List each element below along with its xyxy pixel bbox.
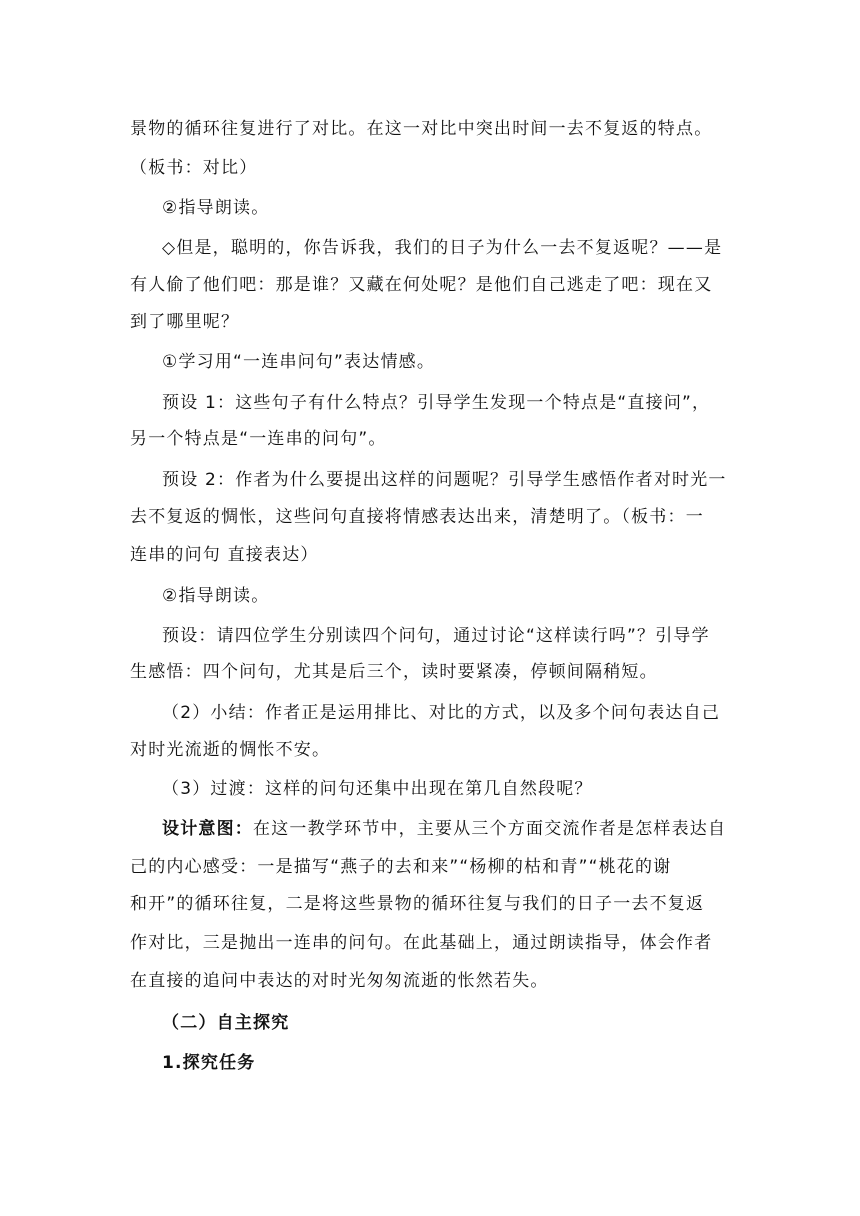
paragraph-line: 生感悟：四个问句，尤其是后三个，读时要紧凑，停顿间隔稍短。 [130,662,658,682]
paragraph-line: 预设 1：这些句子有什么特点？引导学生发现一个特点是“直接问”， [162,393,711,413]
design-intent-label: 设计意图： [162,819,253,839]
paragraph-line: （板书：对比） [130,158,258,178]
paragraph-line: 对时光流逝的惆怅不安。 [130,740,331,760]
paragraph-text: 在这一教学环节中，主要从三个方面交流作者是怎样表达自 [253,819,727,839]
paragraph-line: （2）小结：作者正是运用排比、对比的方式，以及多个问句表达自己 [162,703,721,723]
subsection-heading: 1.探究任务 [162,1053,256,1073]
paragraph-line: 景物的循环往复进行了对比。在这一对比中突出时间一去不复返的特点。 [130,119,713,139]
paragraph-line: ①学习用“一连串问句”表达情感。 [162,352,436,372]
paragraph-line: 有人偷了他们吧：那是谁？又藏在何处呢？是他们自己逃走了吧：现在又 [130,275,713,295]
paragraph-line: 到了哪里呢？ [130,312,240,332]
design-intent-line [162,818,740,840]
paragraph-line: 预设：请四位学生分别读四个问句，通过讨论“这样读行吗”？引导学 [162,626,710,646]
paragraph-line: ②指导朗读。 [162,586,270,606]
paragraph-line: 和开”的循环往复，二是将这些景物的循环往复与我们的日子一去不复返 [130,894,705,914]
paragraph-line: （3）过渡：这样的问句还集中出现在第几自然段呢？ [162,779,593,799]
paragraph-line: ◇但是，聪明的，你告诉我，我们的日子为什么一去不复返呢？——是 [162,238,723,258]
paragraph-line: 去不复返的惆怅，这些问句直接将情感表达出来，清楚明了。（板书：一 [130,507,704,527]
paragraph-line: 连串的问句 直接表达） [130,545,319,565]
section-heading: （二）自主探究 [162,1013,290,1033]
paragraph-line: 在直接的追问中表达的对时光匆匆流逝的怅然若失。 [130,971,549,991]
paragraph-line: 预设 2：作者为什么要提出这样的问题呢？引导学生感悟作者对时光一 [162,470,727,490]
paragraph-line: 作对比，三是抛出一连串的问句。在此基础上，通过朗读指导，体会作者 [130,933,713,953]
paragraph-line: ②指导朗读。 [162,198,270,218]
paragraph-line: 另一个特点是“一连串的问句”。 [130,429,387,449]
paragraph-line: 己的内心感受：一是描写“燕子的去和来”“杨柳的枯和青”“桃花的谢 [130,857,672,877]
